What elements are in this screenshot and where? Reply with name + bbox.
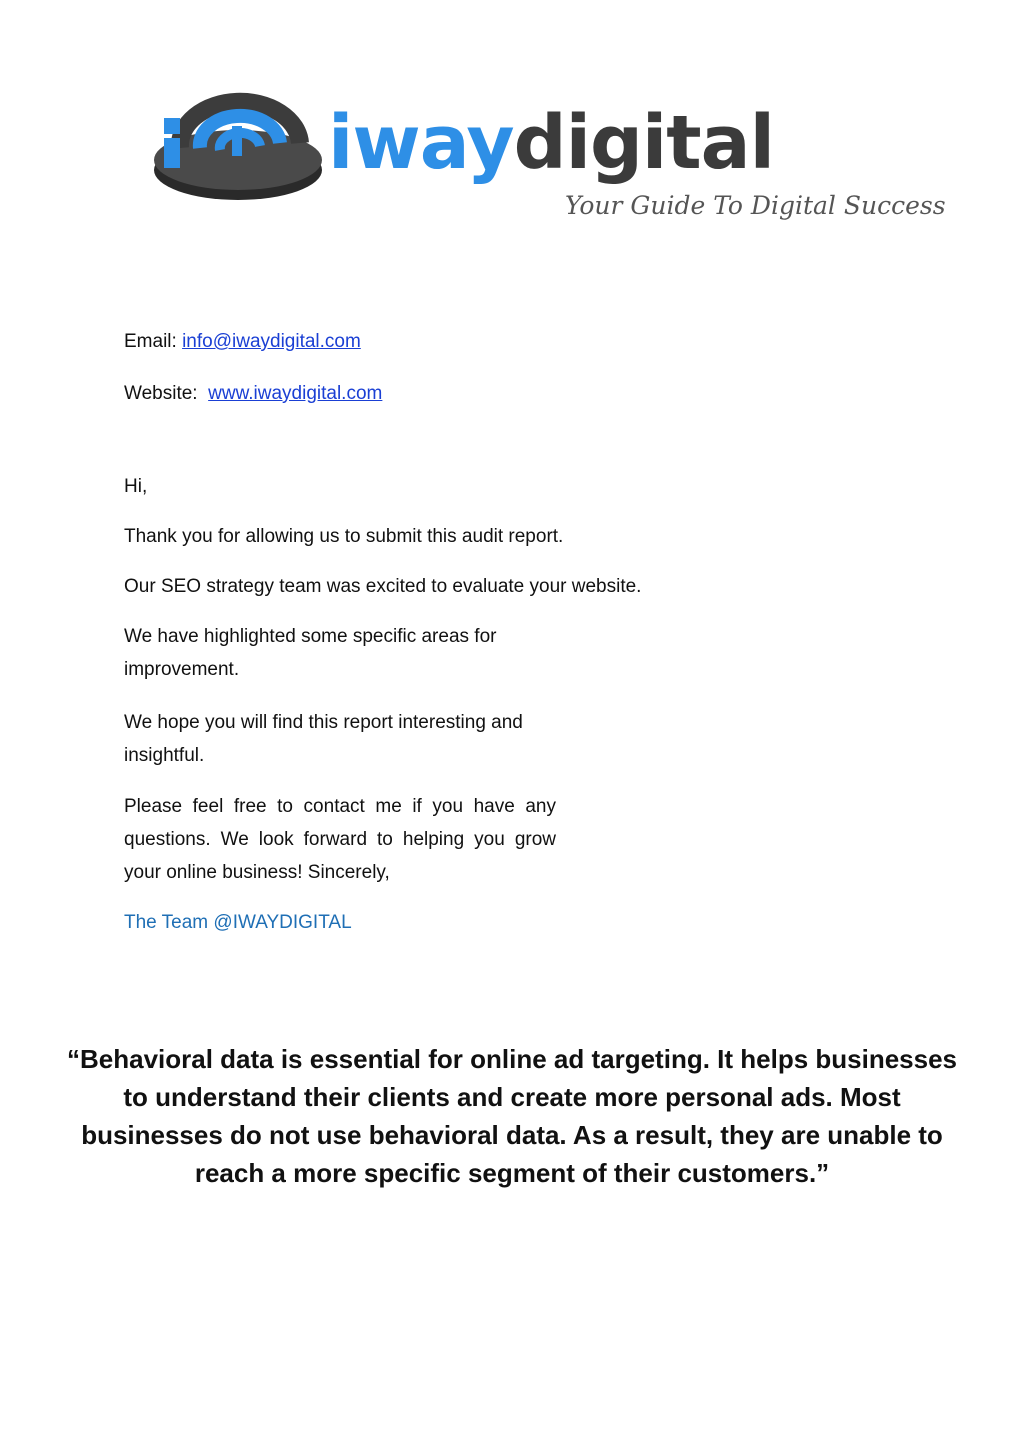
- letter-paragraph: We hope you will find this report interesting and insightful.: [124, 712, 523, 766]
- logo-wordmark-part-1: iway: [328, 100, 514, 186]
- letter-paragraph: Please feel free to contact me if you have any questions. We look forward to helping you grow your online business! Sincerely,: [124, 796, 556, 883]
- letter-paragraph: We have highlighted some specific areas for improvement.: [124, 626, 497, 680]
- letter-body: [124, 470, 724, 939]
- logo-wordmark: [328, 100, 774, 186]
- email-line: [124, 331, 361, 353]
- website-label: Website:: [124, 383, 198, 404]
- pull-quote: “Behavioral data is essential for online ad targeting. It helps businesses to understand their clients and create more personal ads. Most businesses do not use behavioral data. As a result, they are unable to reach a more specific segment of their customers.”: [66, 1044, 958, 1188]
- letter-paragraph: Our SEO strategy team was excited to evaluate your website.: [124, 576, 642, 597]
- logo-emblem-icon: [150, 88, 340, 208]
- email-label: Email:: [124, 331, 177, 352]
- logo-wordmark-part-2: digital: [513, 100, 774, 186]
- email-link[interactable]: info@iwaydigital.com: [182, 331, 361, 352]
- website-line: [124, 383, 382, 405]
- company-logo: [150, 88, 946, 238]
- website-link[interactable]: www.iwaydigital.com: [208, 383, 383, 404]
- letter-paragraph: Thank you for allowing us to submit this audit report.: [124, 526, 564, 547]
- greeting: Hi,: [124, 476, 148, 497]
- logo-tagline: Your Guide To Digital Success: [565, 191, 946, 220]
- signoff: The Team @IWAYDIGITAL: [124, 912, 352, 933]
